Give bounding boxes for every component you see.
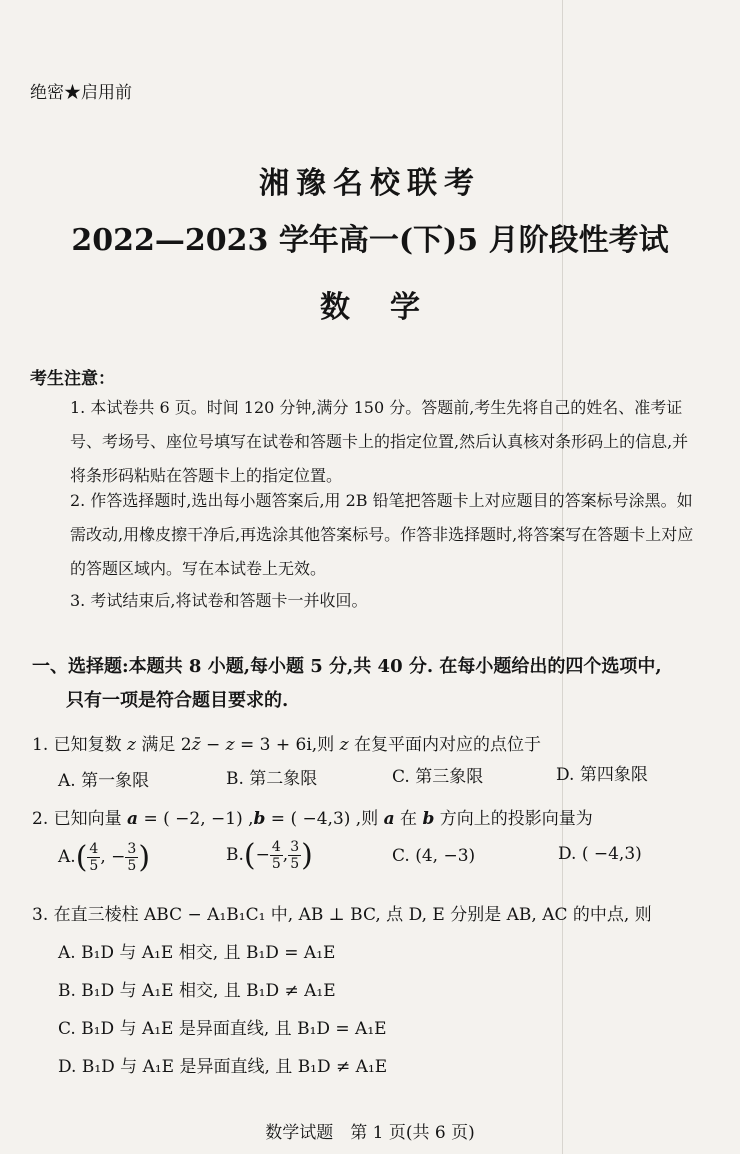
question-1-stem: 1. 已知复数 z 满足 2z̄ − z = 3 + 6i,则 z 在复平面内对应的点位于 [32, 735, 541, 755]
question-1-option-c: C. 第三象限 [392, 767, 484, 787]
notice-item-2: 2. 作答选择题时,选出每小题答案后,用 2B 铅笔把答题卡上对应题目的答案标号涂黑。如需改动,用橡皮擦干净后,再选涂其他答案标号。作答非选择题时,将答案写在答题卡上对应的答题区域内。写在本试卷上无效。 [70, 491, 694, 578]
question-2-option-b: B.(− $\frac{4}{5}$ , $\frac{3}{5}$ ) [226, 838, 313, 873]
exam-organizer-title: 湘豫名校联考 [259, 166, 481, 201]
question-2-option-c: C. (4, −3) [392, 846, 476, 866]
question-2-stem: 2. 已知向量 a = ( −2, −1) ,b = ( −4,3) ,则 a 在 b 方向上的投影向量为 [32, 809, 593, 829]
question-3-option-d: D. B₁D 与 A₁E 是异面直线, 且 B₁D ≠ A₁E [58, 1057, 388, 1077]
page-footer: 数学试题 第 1 页(共 6 页) [265, 1123, 475, 1143]
question-2-option-a: A.( $\frac{4}{5}$ , − $\frac{3}{5}$ ) [58, 840, 151, 875]
question-3-option-a: A. B₁D 与 A₁E 相交, 且 B₁D = A₁E [58, 943, 336, 963]
subject-title: 数学 [320, 290, 460, 325]
confidential-label: 绝密★启用前 [30, 83, 132, 103]
question-1-option-a: A. 第一象限 [58, 771, 150, 791]
section-heading-line-2: 只有一项是符合题目要求的. [66, 690, 289, 711]
question-1-option-b: B. 第二象限 [226, 769, 318, 789]
question-3-option-c: C. B₁D 与 A₁E 是异面直线, 且 B₁D = A₁E [58, 1019, 387, 1039]
question-2-option-d: D. ( −4,3) [558, 844, 642, 864]
notice-item-1: 1. 本试卷共 6 页。时间 120 分钟,满分 150 分。答题前,考生先将自己的姓名、准考证号、考场号、座位号填写在试卷和答题卡上的指定位置,然后认真核对条形码上的信息,并将条形码粘贴在答题卡上的指定位置。 [70, 398, 689, 485]
section-heading [32, 650, 662, 718]
notice-title: 考生注意： [30, 369, 115, 389]
notice-item-3: 3. 考试结束后,将试卷和答题卡一并收回。 [70, 591, 368, 610]
question-3-option-b: B. B₁D 与 A₁E 相交, 且 B₁D ≠ A₁E [58, 981, 336, 1001]
question-3-stem: 3. 在直三棱柱 ABC − A₁B₁C₁ 中, AB ⊥ BC, 点 D, E 分别是 AB, AC 的中点, 则 [32, 905, 652, 925]
question-1-option-d: D. 第四象限 [556, 765, 648, 785]
exam-title: 2022—2023 学年高一(下)5 月阶段性考试 [71, 223, 669, 258]
section-heading-line-1: 一、选择题:本题共 8 小题,每小题 5 分,共 40 分. 在每小题给出的四个选项中, [32, 656, 662, 677]
